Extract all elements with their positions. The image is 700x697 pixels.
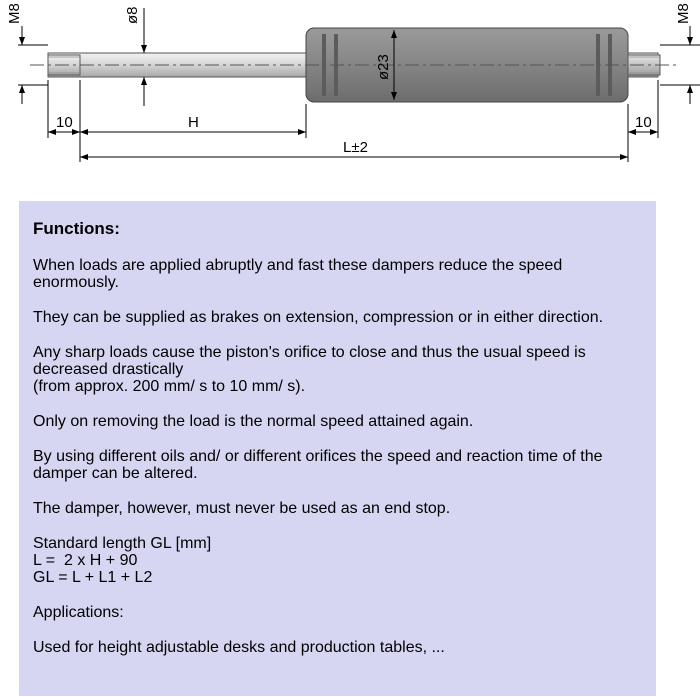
dim-stroke-label: H — [188, 114, 199, 131]
sharp-loads-line-1: Any sharp loads cause the piston's orifice to close and thus the usual speed is decreased drastically — [33, 344, 586, 378]
formula-l: L = 2 x H + 90 — [33, 552, 138, 569]
functions-panel — [19, 201, 656, 696]
paragraph-removing-load: Only on removing the load is the normal speed attained again. — [33, 413, 474, 430]
standard-length-title: Standard length GL [mm] — [33, 535, 212, 552]
sharp-loads-line-2: (from approx. 200 mm/ s to 10 mm/ s). — [33, 378, 306, 395]
standard-length-block — [33, 535, 648, 586]
dim-total-length — [80, 139, 628, 157]
dim-right-end — [628, 114, 658, 132]
dim-total-length-label: L±2 — [343, 139, 368, 156]
paragraph-brake-options: They can be supplied as brakes on extension, compression or in either direction. — [33, 309, 604, 326]
dim-left-end — [48, 114, 80, 132]
damper-technical-drawing — [0, 0, 700, 175]
dim-right-end-label: 10 — [635, 114, 652, 131]
body-diameter-label: ø23 — [375, 54, 392, 80]
dim-thread-left — [6, 3, 48, 104]
dim-stroke — [80, 114, 306, 132]
applications-label: Applications: — [33, 604, 124, 621]
thread-right-label: M8 — [675, 3, 692, 24]
dim-thread-right — [660, 3, 700, 104]
paragraph-end-stop-warning: The damper, however, must never be used as an end stop. — [33, 500, 451, 517]
functions-heading: Functions: — [33, 219, 120, 238]
dim-left-end-label: 10 — [56, 114, 73, 131]
paragraph-abrupt-loads: When loads are applied abruptly and fast these dampers reduce the speed enormously. — [33, 257, 563, 291]
thread-left-label: M8 — [6, 3, 23, 24]
paragraph-oils-orifices: By using different oils and/ or different orifices the speed and reaction time of the damper can be altered. — [33, 448, 603, 482]
paragraph-sharp-loads — [33, 344, 648, 395]
rod-diameter-label: ø8 — [124, 6, 141, 24]
applications-text: Used for height adjustable desks and production tables, ... — [33, 639, 445, 656]
formula-gl: GL = L + L1 + L2 — [33, 569, 153, 586]
